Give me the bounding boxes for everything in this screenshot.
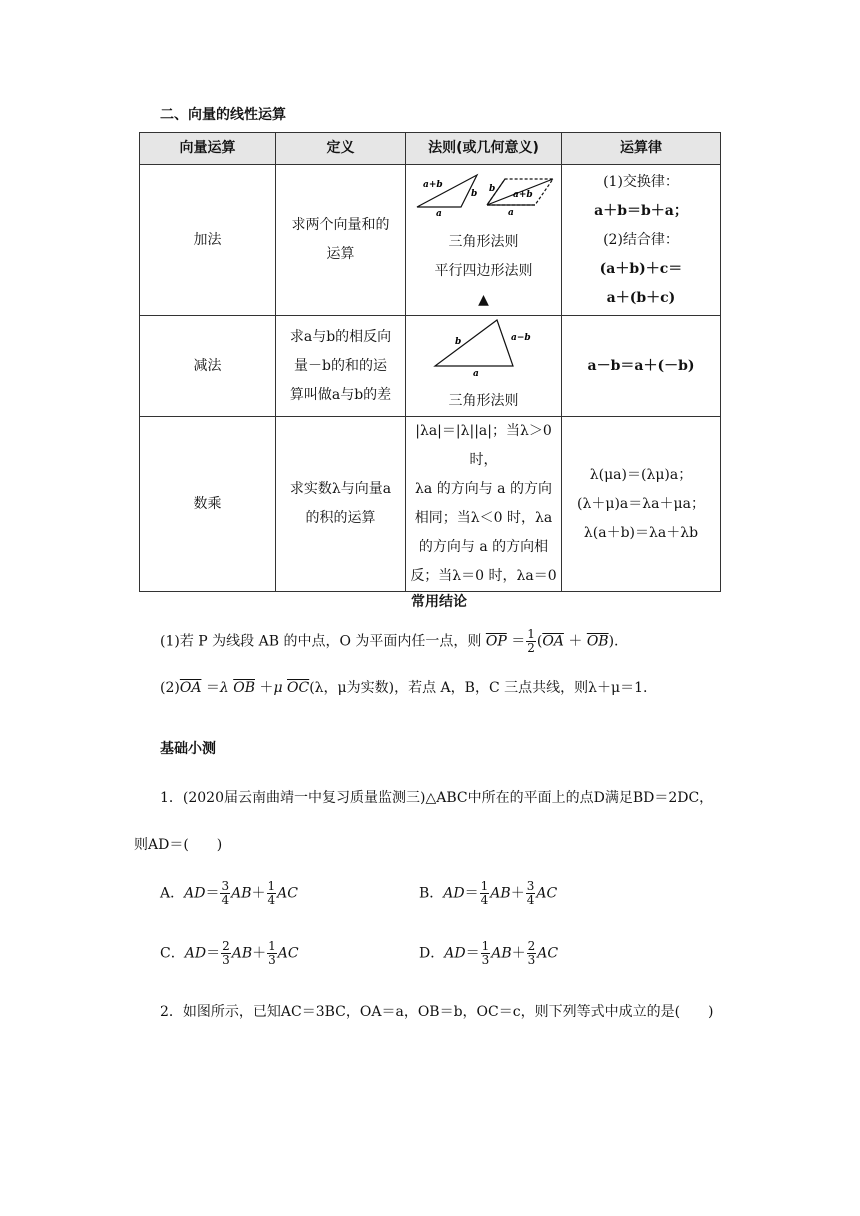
svg-text:a−b: a−b — [510, 333, 531, 343]
option-b[interactable]: B．AD＝ $\frac{1}{4}$ AB＋ $\frac{3}{4}$ AC — [419, 879, 558, 907]
header-law: 运算律 — [562, 133, 721, 165]
definition-subtraction: 求a与b的相反向 量－b的和的运 算叫做a与b的差 — [276, 316, 406, 417]
subtraction-rule-figure — [429, 316, 539, 376]
svg-text:a+b: a+b — [422, 180, 443, 190]
header-rule: 法则(或几何意义) — [406, 133, 562, 165]
rule-scalar: |λa|＝|λ||a|；当λ＞0 时， λa 的方向与 a 的方向 相同；当λ＜0 时，λa 的方向与 a 的方向相 反；当λ＝0 时，λa＝0 — [406, 417, 562, 592]
svg-text:b: b — [454, 337, 461, 347]
svg-text:b: b — [488, 184, 495, 194]
quiz-title: 基础小测 — [160, 741, 216, 757]
option-a[interactable]: A．AD＝ $\frac{3}{4}$ AB＋ $\frac{1}{4}$ AC — [160, 879, 298, 907]
svg-text:a+b: a+b — [512, 190, 533, 200]
vector-operations-table — [139, 132, 721, 592]
definition-scalar: 求实数λ与向量a 的积的运算 — [276, 417, 406, 592]
conclusions-title: 常用结论 — [411, 594, 467, 610]
section-title: 二、向量的线性运算 — [160, 107, 286, 123]
rule-subtraction: b a−b a 三角形法则 — [406, 316, 562, 417]
law-scalar: λ(μa)＝(λμ)a； (λ＋μ)a＝λa＋μa； λ(a＋b)＝λa＋λb — [562, 417, 721, 592]
svg-text:b: b — [470, 189, 477, 199]
law-subtraction: a－b＝a＋(－b) — [562, 316, 721, 417]
question-2-stem: 2．如图所示，已知AC＝3BC，OA＝a，OB＝b，OC＝c，则下列等式中成立的是( ) — [160, 1004, 714, 1020]
question-1-ask: 则AD＝( ) — [134, 837, 223, 853]
op-addition: 加法 — [140, 165, 276, 316]
svg-text:a: a — [507, 208, 514, 217]
svg-text:a: a — [472, 369, 479, 376]
table-row-subtraction — [140, 316, 721, 417]
op-subtraction: 减法 — [140, 316, 276, 417]
definition-addition: 求两个向量和的 运算 — [276, 165, 406, 316]
svg-text:a: a — [435, 209, 442, 217]
option-c[interactable]: C．AD＝ $\frac{2}{3}$ AB＋ $\frac{1}{3}$ AC — [160, 939, 299, 967]
table-row-scalar — [140, 417, 721, 592]
table-header-row — [140, 133, 721, 165]
table-row-addition — [140, 165, 721, 316]
conclusion-1: (1)若 P 为线段 AB 的中点，O 为平面内任一点，则 $\overline{OP}$ ＝ $\frac{1}{2}$ $(\overline{OA} + \overline{OB})$. — [160, 627, 619, 655]
op-scalar: 数乘 — [140, 417, 276, 592]
option-d[interactable]: D．AD＝ $\frac{1}{3}$ AB＋ $\frac{2}{3}$ AC — [419, 939, 559, 967]
conclusion-2: $(2)\overline{OA} =\lambda$ $\overline{OB} +\mu$ $\overline{OC}(\lambda$，μ为实数)，若点 A，B，C 三点共线，则λ＋μ＝1. — [160, 680, 648, 696]
question-1-stem: 1．(2020届云南曲靖一中复习质量监测三)△ABC中所在的平面上的点D满足BD＝2DC， — [160, 790, 714, 806]
law-addition: (1)交换律： a＋b＝b＋a； (2)结合律： (a＋b)＋c＝ a＋(b＋c) — [562, 165, 721, 316]
header-definition: 定义 — [276, 133, 406, 165]
addition-rule-figure — [409, 165, 559, 217]
header-op: 向量运算 — [140, 133, 276, 165]
rule-addition: a+b b a b a+b a 三角形法则 平行四边形法则 ▲ — [406, 165, 562, 316]
